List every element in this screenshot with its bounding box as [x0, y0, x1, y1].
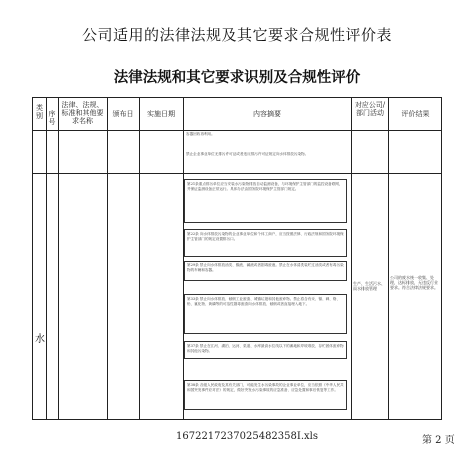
page-number: 第 2 页 [422, 435, 455, 446]
col-divider [388, 98, 389, 419]
summary-row: 第22条 向水体排放污染物的企业事业单位和个体工商户，应当按照法律、行政法规和国务院环境保护主管部门的规定设置排污口。 [187, 232, 344, 241]
row-divider [33, 173, 441, 174]
col-divider [107, 98, 108, 419]
col-header-dept: 对应公司/部门活动 [354, 101, 386, 117]
col-divider [183, 98, 184, 419]
category-label: 水 [35, 334, 45, 345]
summary-row: 第38条 各级人民政府及其有关部门，可能发生水污染事故的企业事业单位，应当依照《中华人民共和国突发事件应对法》的规定，做好突发水污染事故的应急准备、应急处置和事后恢复等工作。 [187, 383, 344, 392]
header-title: 公司适用的法律法规及其它要求合规性评价表 [81, 26, 392, 44]
col-header-law-name: 法律、法规、标准和其他要求名称 [61, 101, 104, 125]
col-divider [58, 98, 59, 419]
summary-row: 第29条 禁止向水体排放油类、酸液、碱液或者剧毒废液。禁止在水体清洗装贮过油类或者有毒污染物的车辆和容器。 [187, 263, 344, 272]
compliance-sheet [32, 97, 442, 420]
col-divider [351, 98, 352, 419]
col-divider [46, 98, 47, 419]
evaluation-result: 公司的废水统一收集、处理，达标排放，无违反行业要求。符合法律法规要求。 [390, 275, 438, 290]
dept-activity: 生产、生活污水、雨水排放管理 [353, 281, 385, 291]
col-divider [139, 98, 140, 419]
file-name: 1672217237025482358I.xls [176, 431, 318, 442]
header-divider [33, 130, 441, 131]
col-header-summary: 内容摘要 [253, 110, 281, 118]
col-header-seq: 序号 [48, 110, 56, 126]
main-title: 法律法规和其它要求识别及合规性评价 [113, 69, 361, 86]
col-header-effective: 实施日期 [147, 110, 175, 118]
summary-row: 容器回收再利用。 [186, 132, 215, 136]
summary-row: 第33条 禁止向水体排放、倾倒工业废渣、城镇垃圾和其他废弃物。禁止将含有汞、镉、砷、铬、铅、氰化物、黄磷等的可溶性剧毒废渣向水体排放、倾倒或者直接埋入地下。 [187, 297, 341, 306]
summary-row: 第21条重点排污单位应当安装水污染物排放自动监测设备，与环境保护主管部门的监控设备联网，并保证监测设备正常运行。具体办法由国务院环境保护主管部门规定。 [187, 182, 343, 191]
col-header-issuer: 颁布日 [112, 110, 134, 118]
summary-row: 禁止企业事业单位无排污许可证或者违反排污许可证规定向水体排放污染物。 [186, 152, 309, 156]
summary-row: 第37条 禁止在江河、湖泊、运河、渠道、水库最高水位线以下的滩地和岸坡堆放、存贮固体废弃物和其他污染物。 [187, 344, 344, 353]
col-header-result: 评价结果 [401, 110, 430, 118]
col-header-category: 类别 [36, 104, 43, 120]
